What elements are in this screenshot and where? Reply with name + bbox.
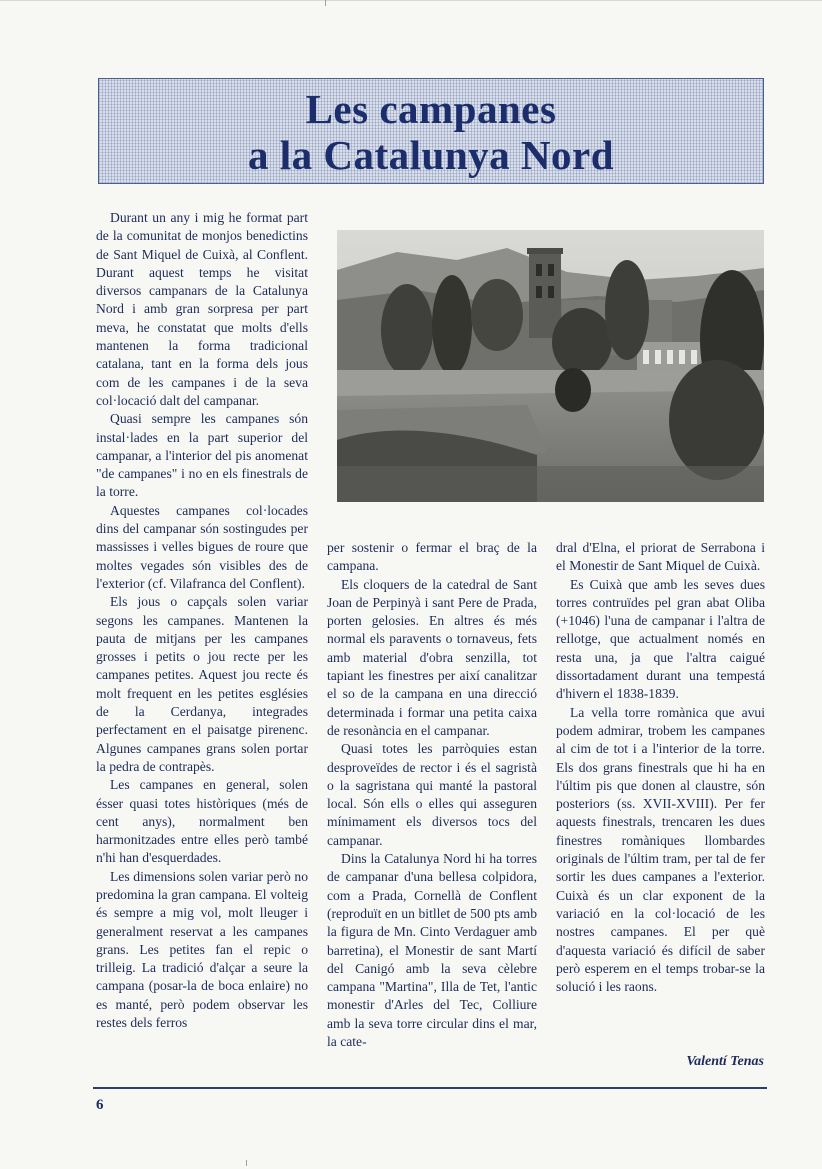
paragraph: Les dimensions solen variar però no predomina la gran campana. El volteig és sempre a mig vol, molt lleuger i generalment reservat a les campanes grans. Les petites fan el repic o trilleig. La tradició d'alçar a seure la campana (posar-la de boca enlaire) no es manté, però podem observar les restes dels ferros [96, 868, 308, 1031]
page-number: 6 [96, 1097, 104, 1113]
paragraph: Els jous o capçals solen variar segons les campanes. Mantenen la pauta de mitjans per les campanes grosses i petits o jou recte per les campanes petites. Aquest jou recte és molt frequent en les petites esglésies de la Cerdanya, integrades perfectament en el paisatge pirenenc. Algunes campanes grans solen portar la pedra de contrapès. [96, 594, 308, 774]
footer-rule [93, 1087, 767, 1089]
paragraph: Durant un any i mig he format part de la comunitat de monjos benedictins de Sant Miquel de Cuixà, al Conflent. Durant aquest temps he visitat diversos campanars de la Catalunya Nord i amb gran sorpresa per part meva, he constatat que molts d'ells mantenen la forma tradicional catalana, tant en la forma dels jous com de les campanes i de la seva col·locació dalt del campanar. [96, 210, 308, 408]
paragraph: Quasi sempre les campanes són instal·lades en la part superior del campanar, a l'interior del pis anomenat "de campanes" i no en els finestrals de la torre. [96, 411, 308, 500]
article-column-2 [327, 539, 537, 1051]
monastery-photo [337, 230, 764, 502]
paragraph: dral d'Elna, el priorat de Serrabona i el Monestir de Sant Miquel de Cuixà. [556, 540, 765, 574]
title-line-2: a la Catalunya Nord [247, 132, 614, 178]
crop-mark [246, 1160, 247, 1166]
title-line-1: Les campanes [305, 86, 557, 132]
author-signature: Valentí Tenas [686, 1054, 764, 1069]
page-top-edge [0, 0, 822, 7]
paragraph: Dins la Catalunya Nord hi ha torres de campanar d'una bellesa colpidora, com a Prada, Cornellà de Conflent (reproduït en un bitllet de 500 pts amb la figura de Mn. Cinto Verdaguer amb barretina), el Monestir de sant Martí del Canigó amb la seva cèlebre campana "Martina", Illa de Tet, l'antic monestir d'Arles del Tec, Colliure amb la seva torre circular dins el mar, la cate- [327, 851, 537, 1050]
paragraph: Els cloquers de la catedral de Sant Joan de Perpinyà i sant Pere de Prada, porten gelosies. En altres és més normal els paravents o tornaveus, fets amb material d'obra senzilla, tot tapiant les finestres per així canalitzar el so de la campana en una direcció determinada i formar una petita caixa de resonància en el campanar. [327, 576, 537, 738]
crop-mark [325, 0, 326, 6]
title-banner [98, 78, 764, 184]
article-column-1 [96, 209, 308, 1032]
paragraph: per sostenir o fermar el braç de la campana. [327, 540, 537, 574]
paragraph: Es Cuixà que amb les seves dues torres contruïdes pel gran abat Oliba (+1046) l'una de campanar i l'altra de rellotge, que actualment només en resta una, ja que l'altra caigué dissortadament durant una tempestá d'hivern el 1838-1839. [556, 576, 765, 702]
article-column-3 [556, 539, 765, 996]
paragraph: Quasi totes les parròquies estan desproveïdes de rector i és el sagristà o la sagristana qui manté la pastoral local. Són ells o elles qui asseguren mínimament els diversos tocs del campanar. [327, 741, 537, 848]
paragraph: Aquestes campanes col·locades dins del campanar són sostingudes per massisses i velles bigues de roure que moltes vegades són visibles des de l'exterior (cf. Vilafranca del Conflent). [96, 502, 308, 591]
monastery-photo-illustration [337, 230, 764, 502]
paragraph: La vella torre romànica que avui podem admirar, trobem les campanes al cim de tot i a l'interior de la torre. Els dos grans finestrals que hi ha en l'últim pis que donen al claustre, són posteriors (ss. XVII-XVIII). Per fer aquests finestrals, trencaren les dues finestres romàniques llombardes originals de l'últim tram, per tal de fer sortir les dues campanes a l'exterior. Cuixà és un clar exponent de la variació en la col·locació de les nostres campanes. El per què d'aquesta variació és difícil de saber però esperem en el temps trobar-se la solució i les raons. [556, 704, 765, 995]
paragraph: Les campanes en general, solen ésser quasi totes històriques (més de cent anys), normalment ben harmonitzades entre elles però també n'hi han d'esquerdades. [96, 777, 308, 866]
